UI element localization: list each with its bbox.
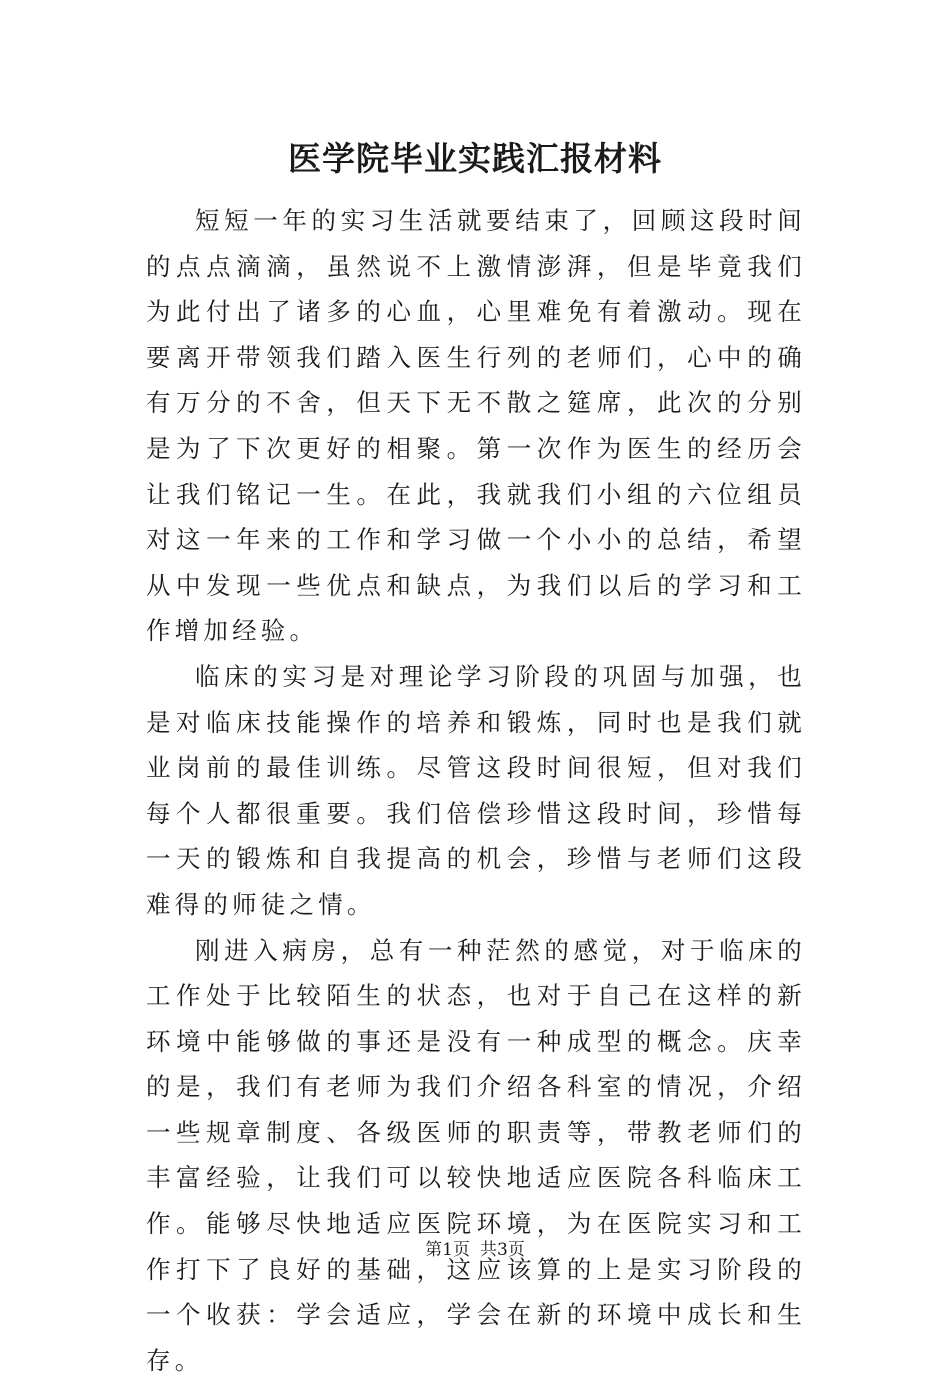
paragraph-2: 临床的实习是对理论学习阶段的巩固与加强，也是对临床技能操作的培养和锻炼，同时也是我们就业岗前的最佳训练。尽管这段时间很短，但对我们每个人都很重要。我们倍偿珍惜这段时间，珍惜每一天的锻炼和自我提高的机会，珍惜与老师们这段难得的师徒之情。 — [146, 654, 806, 928]
document-body — [146, 198, 806, 1383]
page-footer — [0, 1238, 950, 1262]
document-title: 医学院毕业实践汇报材料 — [0, 136, 950, 182]
page-number-current: 第1页 — [425, 1240, 470, 1260]
paragraph-3: 刚进入病房，总有一种茫然的感觉，对于临床的工作处于比较陌生的状态，也对于自己在这样的新环境中能够做的事还是没有一种成型的概念。庆幸的是，我们有老师为我们介绍各科室的情况，介绍一些规章制度、各级医师的职责等，带教老师们的丰富经验，让我们可以较快地适应医院各科临床工作。能够尽快地适应医院环境，为在医院实习和工作打下了良好的基础，这应该算的上是实习阶段的一个收获：学会适应，学会在新的环境中成长和生存。 — [146, 928, 806, 1383]
paragraph-1: 短短一年的实习生活就要结束了，回顾这段时间的点点滴滴，虽然说不上激情澎湃，但是毕竟我们为此付出了诸多的心血，心里难免有着激动。现在要离开带领我们踏入医生行列的老师们，心中的确有万分的不舍，但天下无不散之筵席，此次的分别是为了下次更好的相聚。第一次作为医生的经历会让我们铭记一生。在此，我就我们小组的六位组员对这一年来的工作和学习做一个小小的总结，希望从中发现一些优点和缺点，为我们以后的学习和工作增加经验。 — [146, 198, 806, 654]
page-number-total: 共3页 — [480, 1240, 525, 1260]
